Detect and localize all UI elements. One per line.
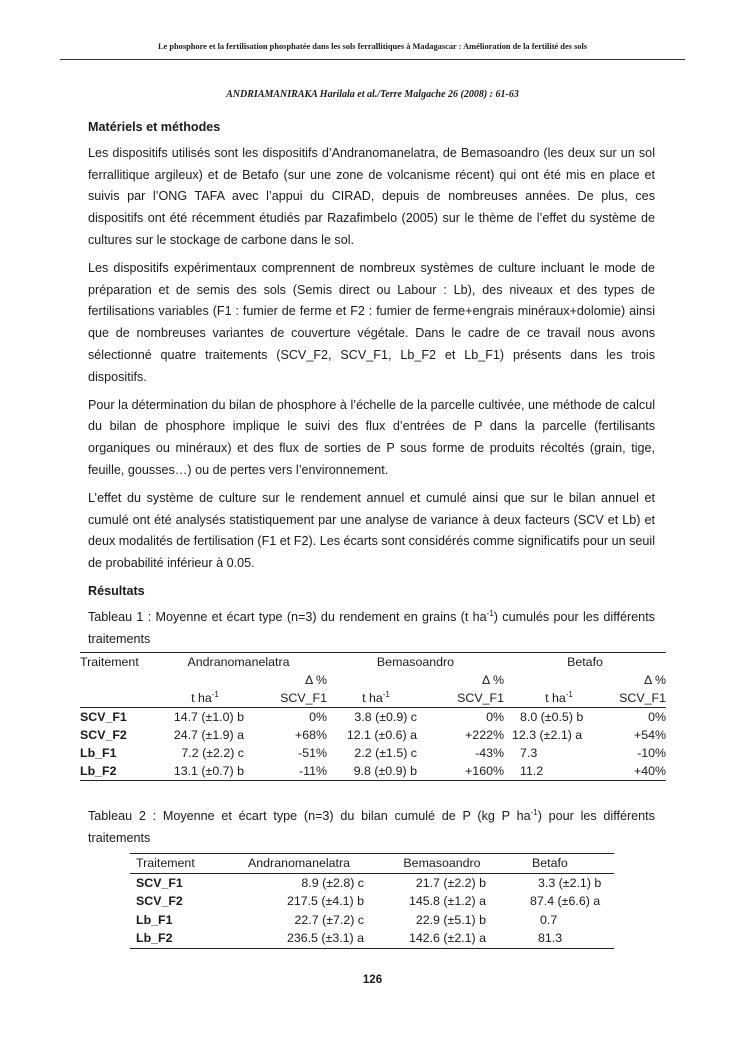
table1-site-header: Bemasoandro [327,653,504,672]
table1-unit-label: t $ha^{-1}$ [504,689,614,708]
table1-caption-end: ) cumulés pour les différents traitements [88,609,655,646]
table-row [130,892,614,911]
treatment-label: SCV_F2 [80,728,127,742]
delta-value: +54% [633,728,666,742]
balance-value: 142.6 (±2.1) a [368,929,516,948]
table2-col-header: Traitement [130,854,230,874]
balance-value: 217.5 (±4.1) b [286,894,364,908]
delta-value: +160% [425,762,504,781]
balance-value: 22.7 (±7.2) c [294,912,364,927]
treatment-label: Lb_F1 [136,912,173,927]
citation-line: ANDRIAMANIRAKA Harilala et al./Terre Malgache 26 (2008) : 61-63 [226,89,519,100]
delta-value: -43% [475,746,504,760]
table2-col-header: Bemasoandro [368,854,516,874]
table1-col-treatment: Traitement [80,653,150,672]
table1-yield [80,652,666,781]
delta-value: 0% [309,710,327,724]
yield-value: 8.0 (±0.5) b [520,710,584,724]
yield-value: 14.7 (±1.0) b [173,710,244,724]
results-heading: Résultats [88,583,145,598]
table1-delta-label: Δ % [304,673,327,687]
methods-paragraph-3: Pour la détermination du bilan de phosphore à l’échelle de la parcelle cultivée, une méthode de calcul du bilan de phosphore implique le suivi des flux d’entrées de P dans la parcelle (fertilisants organiques ou minéraux) et des flux de sorties de P sous forme de produits récoltés (grain, tige, feuille, gousses…) ou de pertes vers l’environnement. [88,397,655,477]
yield-value: 3.8 (±0.9) c [354,710,417,724]
table1-header-row-units [80,689,666,708]
balance-value: 236.5 (±3.1) a [230,929,368,948]
yield-value: 9.8 (±0.9) b [327,762,425,781]
table1-site-header: Andranomanelatra [150,653,327,672]
table1-header-row-sites [80,653,666,672]
table1-delta-ref: SCV_F1 [425,689,504,708]
methods-paragraph-1: Les dispositifs utilisés sont les dispositifs d’Andranomanelatra, de Bemasoandro (les deux sur un sol ferrallitique argileux) et de Betafo (sur une zone de volcanisme récent) qui ont été mis en place et suivis par l’ONG TAFA avec l’appui du CIRAD, depuis de nombreuses années. De plus, ces dispositifs ont été récemment étudiés par Razafimbelo (2005) sur le thème de l’effet du système de cultures sur le stockage de carbone dans le sol. [88,145,655,247]
treatment-label: Lb_F2 [130,929,230,948]
table-row [80,708,666,727]
table-row [80,726,666,744]
delta-value: -11% [260,762,327,781]
table-row [80,744,666,762]
delta-value: 0% [486,710,504,724]
table-row [130,911,614,930]
yield-value: 11.2 [504,762,614,781]
methods-paragraph-4: L’effet du système de culture sur le rendement annuel et cumulé ainsi que sur le bilan annuel et cumulé ont été analysés statistiquement par une analyse de variance à deux facteurs (SCV et Lb) et deux modalités de fertilisation (F1 et F2). Les écarts sont considérés comme significatifs pour un seuil de probabilité inférieur à 0.05. [88,490,655,571]
yield-value: 24.7 (±1.9) a [173,728,244,742]
table2-caption-block [88,806,655,852]
page-number: 126 [362,974,383,986]
table1-unit-label: t $ha^{-1}$ [327,689,425,708]
table1-header-row-delta [80,671,666,689]
table1-caption [88,607,655,651]
yield-value: 7.3 [520,746,538,760]
table2-caption-end: ) pour les différents traitements [88,809,655,845]
table1-caption-start: Tableau 1 : Moyenne et écart type (n=3) du rendement en grains (t ha [88,609,487,624]
table2-caption-sup: -1 [530,808,538,817]
yield-value: 13.1 (±0.7) b [150,762,260,781]
treatment-label: SCV_F1 [80,710,127,724]
table1-delta-ref: SCV_F1 [614,689,666,708]
table2-col-header: Andranomanelatra [230,854,368,874]
balance-value: 21.7 (±2.2) b [415,875,486,890]
yield-value: 12.1 (±0.6) a [346,728,417,742]
table2-caption [88,806,655,850]
delta-value: 0% [648,710,666,724]
treatment-label: SCV_F1 [136,875,183,890]
balance-value: 8.9 (±2.8) c [301,875,364,890]
balance-value: 0.7 [540,912,558,927]
delta-value: -51% [298,746,327,760]
table2-col-header: Betafo [516,854,614,874]
balance-value: 145.8 (±1.2) a [408,894,486,908]
table1-site-header: Betafo [504,653,666,672]
treatment-label: SCV_F2 [136,894,183,908]
balance-value: 81.3 [516,929,614,948]
table1-delta-label: Δ % [643,673,666,687]
yield-value: 12.3 (±2.1) a [512,728,583,742]
body-text [88,117,655,652]
table1-caption-sup: -1 [486,608,494,618]
table2-p-balance [130,853,614,949]
delta-value: +222% [465,728,504,742]
table1-delta-ref: SCV_F1 [260,689,327,708]
yield-value: 2.2 (±1.5) c [354,746,417,760]
table1-unit-label: t $ha^{-1}$ [150,689,260,708]
delta-value: -10% [637,746,666,760]
delta-value: +68% [294,728,327,742]
table-row [130,873,614,892]
delta-value: +40% [614,762,666,781]
treatment-label: Lb_F2 [80,762,150,781]
table2-header-row [130,854,614,874]
yield-value: 7.2 (±2.2) c [181,746,244,760]
methods-paragraph-2: Les dispositifs expérimentaux comprennent de nombreux systèmes de culture incluant le mode de préparation et de semis des sols (Semis direct ou Labour : Lb), des niveaux et des types de fertilisations variables (F1 : fumier de ferme et F2 : fumier de ferme+engrais minéraux+dolomie) ainsi que de nombreuses variantes de couverture végétale. Dans le cadre de ce travail nous avons sélectionné quatre traitements (SCV_F2, SCV_F1, Lb_F2 et Lb_F1) présents dans les trois dispositifs. [88,260,655,384]
running-header: Le phosphore et la fertilisation phosphatée dans les sols ferrallitiques à Madagascar : Amélioration de la fertilité des sols [157,42,588,51]
table2-caption-start: Tableau 2 : Moyenne et écart type (n=3) du bilan cumulé de P (kg P ha [88,809,531,823]
table-row [80,762,666,781]
balance-value: 22.9 (±5.1) b [415,912,486,927]
header-divider [60,59,685,60]
balance-value: 3.3 (±2.1) b [538,875,602,890]
treatment-label: Lb_F1 [80,746,117,760]
balance-value: 87.4 (±6.6) a [530,894,601,908]
table1-delta-label: Δ % [481,673,504,687]
methods-heading: Matériels et méthodes [88,120,221,134]
table-row [130,929,614,948]
